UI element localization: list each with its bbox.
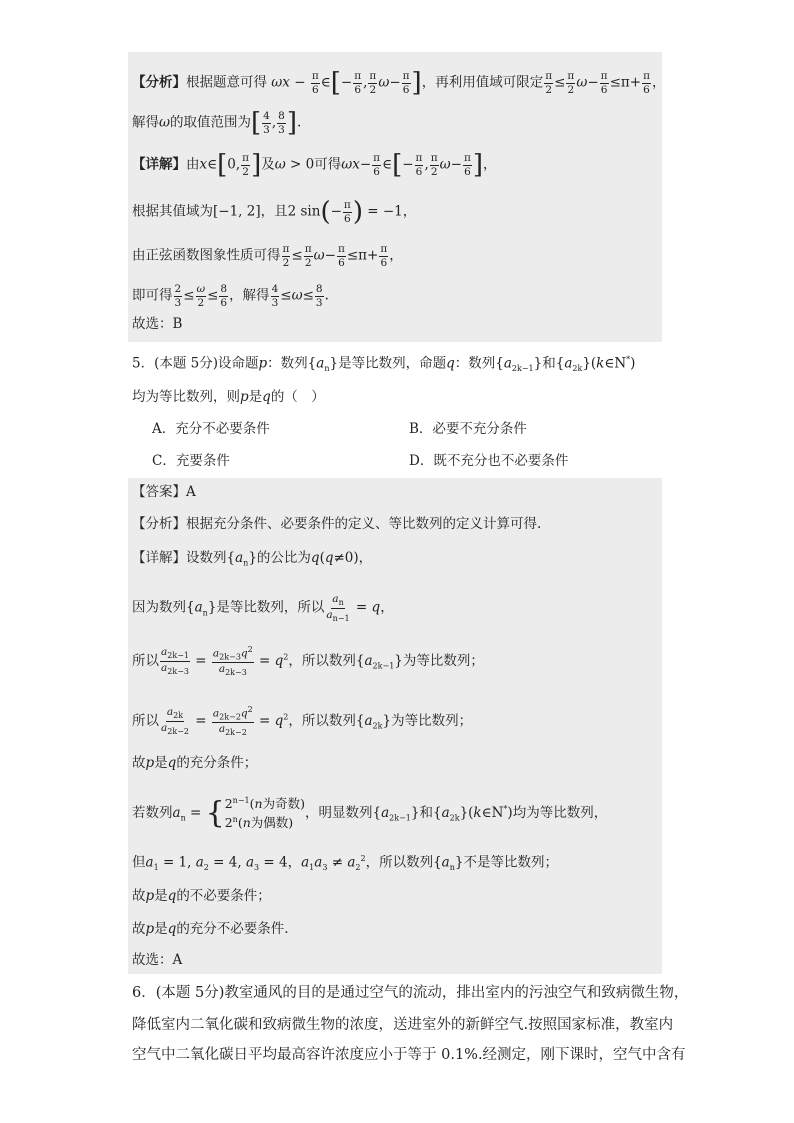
q5-stem-line-2: 均为等比数列，则p是q的（ ） bbox=[132, 389, 325, 405]
q6-stem-line-1: 6．(本题 5分)教室通风的目的是通过空气的流动，排出室内的污浊空气和致病微生物， bbox=[132, 985, 689, 1001]
q5-choice: 故选：A bbox=[132, 952, 183, 968]
q4-sine-line: 由正弦函数图象性质可得 $\frac{\pi}{2}$ ≤ $\frac{\pi}{2}$ ω− $\frac{\pi}{6}$ ≤π+ $\frac{\pi}{6}$ ， bbox=[132, 243, 403, 269]
q6-stem-line-2: 降低室内二氧化碳和致病微生物的浓度，送进室外的新鲜空气.按照国家标准，教室内 bbox=[132, 1017, 674, 1033]
q5-hence-not-necessary: 故p是q的不必要条件； bbox=[132, 888, 271, 904]
q4-analysis-line: 【分析】根据题意可得 ωx − $\frac{\pi}{6}$ ∈[− $\frac{\pi}{6}$ , $\frac{\pi}{2}$ ω− $\frac{\pi}{6}$ ]，再利用值域可限定 $\frac{\pi}{2}$ ≤ $\frac{\pi}{2}$ ω− $\frac{\pi}{6}$ ≤π+ $\frac{\pi}{6}$ ， bbox=[132, 68, 666, 99]
q4-range-line: 根据其值域为[−1, 2]，且2 sin(− $\frac{\pi}{6}$ ) = −1， bbox=[132, 197, 417, 228]
q5-option-a: A．充分不必要条件 bbox=[152, 421, 270, 437]
q5-option-b: B．必要不充分条件 bbox=[409, 421, 527, 437]
q5-odd-line: 所以 $\frac{a_{2k-1}}{a_{2k-3}}$ = $\frac{a_{2k-3}q^2}{a_{2k-3}}$ = $q^2$，所以数列$\{a_{2k-1}\}$为等比数列； bbox=[132, 645, 484, 678]
q5-conclusion: 故p是q的充分不必要条件. bbox=[132, 921, 289, 937]
q5-stem-line-1: 5．(本题 5分)设命题p：数列$\{a_n\}$是等比数列，命题q：数列$\{a_{2k-1}\}$和$\{a_{2k}\}(k\in N^*)$ bbox=[132, 355, 636, 374]
q5-option-c: C．充要条件 bbox=[152, 453, 230, 469]
q5-even-line: 所以 $\frac{a_{2k}}{a_{2k-2}}$ = $\frac{a_{2k-2}q^2}{a_{2k-2}}$ = $q^2$，所以数列$\{a_{2k}\}$为等比数列； bbox=[132, 705, 473, 738]
q5-answer: 【答案】A bbox=[132, 484, 196, 500]
q5-option-d: D．既不充分也不必要条件 bbox=[409, 453, 569, 469]
q5-detail-line: 【详解】设数列$\{a_n\}$的公比为q(q≠0)， bbox=[132, 550, 373, 568]
q6-stem-line-3: 空气中二氧化碳日平均最高容许浓度应小于等于 0.1%.经测定，刚下课时，空气中含有 bbox=[132, 1047, 686, 1063]
q5-counterexample-line: 若数列$a_n$ = { $2^{n-1}(n$为奇数) 2$^n$(n为偶数) ，明显数列$\{a_{2k-1}\}$和$\{a_{2k}\}(k\in N^*)$均为等比数列， bbox=[132, 795, 608, 831]
q5-hence-sufficient: 故p是q的充分条件； bbox=[132, 755, 258, 771]
q5-analysis: 【分析】根据充分条件、必要条件的定义、等比数列的定义计算可得. bbox=[132, 516, 542, 532]
q5-but-line: 但$a_1 = 1$, $a_2 = 4$, $a_3 = 4$，$a_1a_3 \ne a_2^2$，所以数列$\{a_n\}$不是等比数列； bbox=[132, 854, 558, 873]
q4-choice: 故选：B bbox=[132, 316, 183, 332]
q4-solve-line: 即可得 $\frac{2}{3}$ ≤ $\frac{\omega}{2}$ ≤ $\frac{8}{6}$ ，解得 $\frac{4}{3}$ ≤ω≤ $\frac{8}{3}$ . bbox=[132, 283, 329, 309]
q4-detail-line: 【详解】由x∈[0, $\frac{\pi}{2}$ ]及ω > 0可得ωx− $\frac{\pi}{6}$ ∈[− $\frac{\pi}{6}$ , $\frac{\pi}{2}$ ω− $\frac{\pi}{6}$ ]， bbox=[132, 150, 497, 181]
q4-analysis-line-2: 解得ω的取值范围为[ $\frac{4}{3}$ , $\frac{8}{3}$ ]. bbox=[132, 108, 302, 139]
q5-because-line: 因为数列$\{a_n\}$是等比数列，所以 $\frac{a_n}{a_{n-1}}$ = q， bbox=[132, 593, 394, 623]
